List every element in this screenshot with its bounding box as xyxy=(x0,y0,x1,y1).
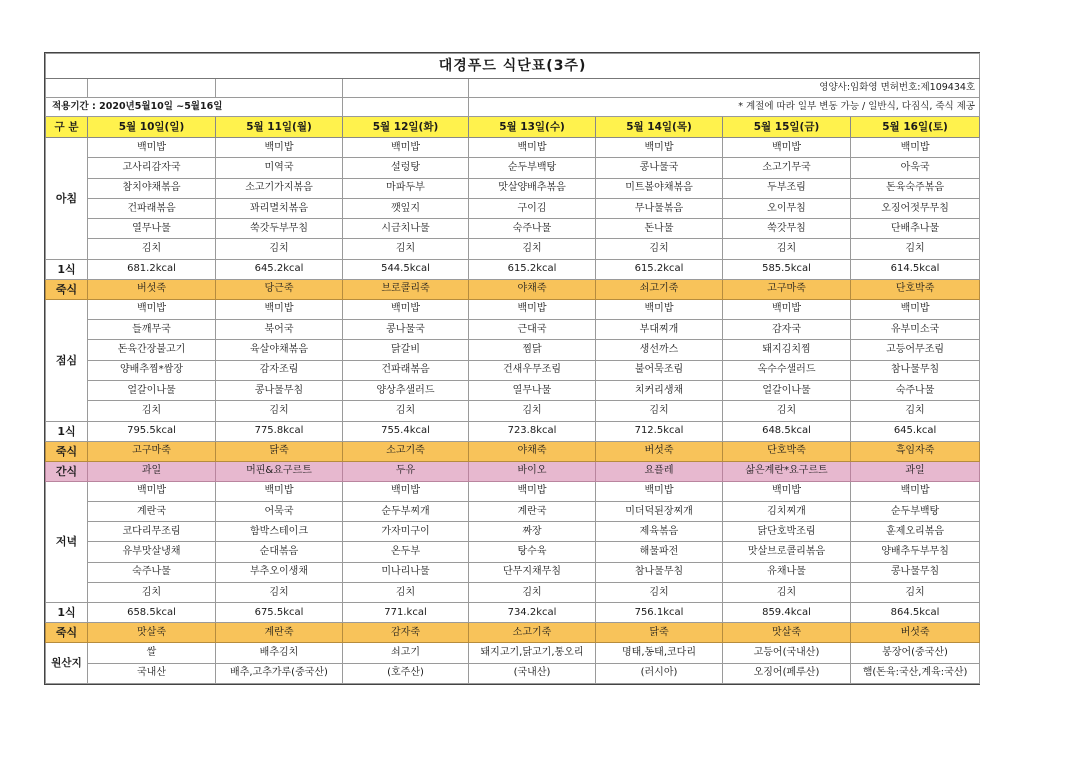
menu-item: 소고기무국 xyxy=(723,158,851,178)
lunch-row xyxy=(46,299,980,319)
breakfast-row xyxy=(46,239,980,259)
porridge-item: 닭죽 xyxy=(596,623,723,643)
menu-item: 백미밥 xyxy=(851,481,980,501)
menu-item: 백미밥 xyxy=(723,138,851,158)
menu-item: 건파래볶음 xyxy=(343,360,469,380)
breakfast-row xyxy=(46,178,980,198)
menu-item: 백미밥 xyxy=(469,138,596,158)
menu-item: 깻잎지 xyxy=(343,198,469,218)
breakfast-kcal-row xyxy=(46,259,980,279)
menu-item: 유부미소국 xyxy=(851,320,980,340)
menu-item: 건새우무조림 xyxy=(469,360,596,380)
menu-item: 근대국 xyxy=(469,320,596,340)
menu-item: 백미밥 xyxy=(596,138,723,158)
menu-item: 김치 xyxy=(851,239,980,259)
lunch-kcal-row xyxy=(46,421,980,441)
kcal-value: 755.4kcal xyxy=(343,421,469,441)
kcal-value: 681.2kcal xyxy=(88,259,216,279)
kcal-value: 614.5kcal xyxy=(851,259,980,279)
menu-item: 미나리나물 xyxy=(343,562,469,582)
menu-item: 옥수수샐러드 xyxy=(723,360,851,380)
menu-item: 김치 xyxy=(216,583,343,603)
menu-item: 순대볶음 xyxy=(216,542,343,562)
porridge-item: 계란죽 xyxy=(216,623,343,643)
menu-item: 백미밥 xyxy=(343,299,469,319)
menu-item: 양상추샐러드 xyxy=(343,380,469,400)
dietitian-info: 영양사:임화영 면허번호:제109434호 xyxy=(469,79,980,98)
menu-item: 백미밥 xyxy=(343,481,469,501)
snack-item: 과일 xyxy=(88,461,216,481)
info-spacer xyxy=(343,98,469,117)
day-header: 5월 15일(금) xyxy=(723,117,851,138)
menu-item: 양배추찜*쌈장 xyxy=(88,360,216,380)
menu-item: 육살야채볶음 xyxy=(216,340,343,360)
snack-item: 삶은계란*요구르트 xyxy=(723,461,851,481)
menu-item: 찜닭 xyxy=(469,340,596,360)
menu-item: 열무나물 xyxy=(88,219,216,239)
menu-item: 감자조림 xyxy=(216,360,343,380)
menu-item: 백미밥 xyxy=(216,299,343,319)
menu-item: 순두부백탕 xyxy=(851,501,980,521)
menu-item: 미트볼야채볶음 xyxy=(596,178,723,198)
kcal-label: 1식 xyxy=(46,603,88,623)
menu-item: 참치야채볶음 xyxy=(88,178,216,198)
snack-row xyxy=(46,461,980,481)
snack-label: 간식 xyxy=(46,461,88,481)
breakfast-row xyxy=(46,219,980,239)
menu-item: 김치 xyxy=(88,239,216,259)
breakfast-label: 아침 xyxy=(46,138,88,260)
snack-item: 머핀&요구르트 xyxy=(216,461,343,481)
menu-item: 어묵국 xyxy=(216,501,343,521)
dinner-row xyxy=(46,522,980,542)
menu-item: 김치 xyxy=(88,583,216,603)
menu-item: 백미밥 xyxy=(851,138,980,158)
menu-item: 고등어무조림 xyxy=(851,340,980,360)
origin-item: 오징어(페루산) xyxy=(723,663,851,683)
breakfast-row xyxy=(46,158,980,178)
menu-item: 함박스테이크 xyxy=(216,522,343,542)
menu-item: 짜장 xyxy=(469,522,596,542)
menu-item: 백미밥 xyxy=(469,481,596,501)
porridge-item: 당근죽 xyxy=(216,279,343,299)
menu-item: 김치 xyxy=(723,401,851,421)
menu-item: 계란국 xyxy=(469,501,596,521)
kcal-value: 675.5kcal xyxy=(216,603,343,623)
kcal-value: 712.5kcal xyxy=(596,421,723,441)
snack-item: 두유 xyxy=(343,461,469,481)
menu-item: 얼갈이나물 xyxy=(88,380,216,400)
kcal-value: 615.2kcal xyxy=(469,259,596,279)
menu-item: 김치 xyxy=(596,401,723,421)
menu-item: 참나물무침 xyxy=(596,562,723,582)
origin-item: (국내산) xyxy=(469,663,596,683)
menu-item: 고사리감자국 xyxy=(88,158,216,178)
kcal-value: 658.5kcal xyxy=(88,603,216,623)
menu-item: 제육볶음 xyxy=(596,522,723,542)
menu-item: 김치찌개 xyxy=(723,501,851,521)
menu-item: 꽈리멸치볶음 xyxy=(216,198,343,218)
kcal-value: 645.kcal xyxy=(851,421,980,441)
kcal-value: 615.2kcal xyxy=(596,259,723,279)
menu-item: 숙주나물 xyxy=(88,562,216,582)
kcal-value: 859.4kcal xyxy=(723,603,851,623)
menu-item: 소고기가지볶음 xyxy=(216,178,343,198)
dinner-row xyxy=(46,562,980,582)
menu-item: 순두부백탕 xyxy=(469,158,596,178)
origin-item: 돼지고기,닭고기,통오리 xyxy=(469,643,596,663)
menu-item: 미역국 xyxy=(216,158,343,178)
breakfast-porridge-row xyxy=(46,279,980,299)
lunch-label: 점심 xyxy=(46,299,88,421)
menu-item: 탕수육 xyxy=(469,542,596,562)
info-spacer xyxy=(343,79,469,98)
menu-item: 순두부찌개 xyxy=(343,501,469,521)
menu-table xyxy=(45,53,980,684)
kcal-value: 585.5kcal xyxy=(723,259,851,279)
origin-item: 햄(돈육:국산,계육:국산) xyxy=(851,663,980,683)
notice-text: * 계절에 따라 일부 변동 가능 / 일반식, 다짐식, 죽식 제공 xyxy=(469,98,980,117)
menu-item: 시금치나물 xyxy=(343,219,469,239)
dinner-row xyxy=(46,583,980,603)
kcal-label: 1식 xyxy=(46,421,88,441)
porridge-item: 감자죽 xyxy=(343,623,469,643)
dinner-row xyxy=(46,501,980,521)
day-header: 5월 16일(토) xyxy=(851,117,980,138)
lunch-row xyxy=(46,320,980,340)
menu-item: 백미밥 xyxy=(723,481,851,501)
menu-item: 김치 xyxy=(469,239,596,259)
snack-item: 바이오 xyxy=(469,461,596,481)
menu-item: 치커리생채 xyxy=(596,380,723,400)
menu-item: 백미밥 xyxy=(596,481,723,501)
lunch-row xyxy=(46,380,980,400)
menu-item: 콩나물국 xyxy=(596,158,723,178)
snack-item: 요플레 xyxy=(596,461,723,481)
menu-item: 맛살브로콜리볶음 xyxy=(723,542,851,562)
menu-item: 유부맛살냉채 xyxy=(88,542,216,562)
menu-item: 백미밥 xyxy=(88,481,216,501)
lunch-row xyxy=(46,340,980,360)
origin-item: (호주산) xyxy=(343,663,469,683)
menu-item: 김치 xyxy=(851,583,980,603)
porridge-item: 야채죽 xyxy=(469,279,596,299)
menu-item: 불어묵조림 xyxy=(596,360,723,380)
origin-row xyxy=(46,643,980,663)
menu-item: 김치 xyxy=(216,401,343,421)
porridge-item: 맛살죽 xyxy=(723,623,851,643)
menu-item: 김치 xyxy=(469,401,596,421)
header-label: 구 분 xyxy=(46,117,88,138)
menu-item: 무나물볶음 xyxy=(596,198,723,218)
menu-item: 마파두부 xyxy=(343,178,469,198)
origin-item: 쌀 xyxy=(88,643,216,663)
menu-item: 참나물무침 xyxy=(851,360,980,380)
menu-item: 백미밥 xyxy=(596,299,723,319)
dinner-row xyxy=(46,542,980,562)
porridge-item: 쇠고기죽 xyxy=(596,279,723,299)
lunch-row xyxy=(46,401,980,421)
origin-item: 봉장어(중국산) xyxy=(851,643,980,663)
kcal-value: 864.5kcal xyxy=(851,603,980,623)
menu-item: 김치 xyxy=(851,401,980,421)
porridge-item: 닭죽 xyxy=(216,441,343,461)
porridge-item: 맛살죽 xyxy=(88,623,216,643)
menu-item: 백미밥 xyxy=(851,299,980,319)
dinner-porridge-row xyxy=(46,623,980,643)
menu-item: 백미밥 xyxy=(723,299,851,319)
menu-item: 숙주나물 xyxy=(469,219,596,239)
menu-sheet xyxy=(44,52,980,685)
breakfast-row xyxy=(46,138,980,158)
menu-item: 김치 xyxy=(469,583,596,603)
menu-item: 돈육간장불고기 xyxy=(88,340,216,360)
lunch-porridge-row xyxy=(46,441,980,461)
menu-item: 양배추두부무침 xyxy=(851,542,980,562)
menu-item: 김치 xyxy=(343,401,469,421)
menu-item: 가자미구이 xyxy=(343,522,469,542)
menu-item: 백미밥 xyxy=(88,299,216,319)
menu-item: 김치 xyxy=(596,239,723,259)
menu-item: 돈육숙주볶음 xyxy=(851,178,980,198)
kcal-value: 645.2kcal xyxy=(216,259,343,279)
kcal-value: 723.8kcal xyxy=(469,421,596,441)
menu-item: 김치 xyxy=(723,583,851,603)
porridge-label: 죽식 xyxy=(46,623,88,643)
menu-item: 아욱국 xyxy=(851,158,980,178)
menu-item: 김치 xyxy=(88,401,216,421)
menu-item: 구이김 xyxy=(469,198,596,218)
menu-item: 감자국 xyxy=(723,320,851,340)
menu-item: 맛살양배추볶음 xyxy=(469,178,596,198)
kcal-value: 544.5kcal xyxy=(343,259,469,279)
kcal-label: 1식 xyxy=(46,259,88,279)
menu-item: 계란국 xyxy=(88,501,216,521)
menu-item: 단배추나물 xyxy=(851,219,980,239)
day-header: 5월 10일(일) xyxy=(88,117,216,138)
snack-item: 과일 xyxy=(851,461,980,481)
menu-item: 숙주나물 xyxy=(851,380,980,400)
kcal-value: 648.5kcal xyxy=(723,421,851,441)
menu-item: 닭단호박조림 xyxy=(723,522,851,542)
porridge-item: 브로콜리죽 xyxy=(343,279,469,299)
page-title: 대경푸드 식단표(3주) xyxy=(46,54,980,79)
origin-item: 고등어(국내산) xyxy=(723,643,851,663)
porridge-item: 소고기죽 xyxy=(469,623,596,643)
menu-item: 열무나물 xyxy=(469,380,596,400)
porridge-item: 단호박죽 xyxy=(723,441,851,461)
day-header: 5월 14일(목) xyxy=(596,117,723,138)
kcal-value: 795.5kcal xyxy=(88,421,216,441)
day-header: 5월 12일(화) xyxy=(343,117,469,138)
menu-item: 부대찌개 xyxy=(596,320,723,340)
menu-item: 콩나물무침 xyxy=(851,562,980,582)
menu-item: 얼갈이나물 xyxy=(723,380,851,400)
menu-item: 설렁탕 xyxy=(343,158,469,178)
origin-item: (러시아) xyxy=(596,663,723,683)
kcal-value: 775.8kcal xyxy=(216,421,343,441)
menu-item: 건파래볶음 xyxy=(88,198,216,218)
menu-item: 단무지채무침 xyxy=(469,562,596,582)
kcal-value: 756.1kcal xyxy=(596,603,723,623)
menu-item: 북어국 xyxy=(216,320,343,340)
origin-row xyxy=(46,663,980,683)
porridge-item: 고구마죽 xyxy=(88,441,216,461)
origin-item: 배추,고추가루(중국산) xyxy=(216,663,343,683)
menu-item: 훈제오리볶음 xyxy=(851,522,980,542)
porridge-item: 버섯죽 xyxy=(88,279,216,299)
info-spacer xyxy=(88,79,216,98)
porridge-item: 버섯죽 xyxy=(851,623,980,643)
origin-item: 배추김치 xyxy=(216,643,343,663)
porridge-item: 버섯죽 xyxy=(596,441,723,461)
menu-item: 백미밥 xyxy=(216,481,343,501)
dinner-row xyxy=(46,481,980,501)
day-header: 5월 11일(월) xyxy=(216,117,343,138)
day-header: 5월 13일(수) xyxy=(469,117,596,138)
breakfast-row xyxy=(46,198,980,218)
menu-item: 콩나물무침 xyxy=(216,380,343,400)
porridge-label: 죽식 xyxy=(46,441,88,461)
dinner-label: 저녁 xyxy=(46,481,88,603)
menu-item: 돼지김치찜 xyxy=(723,340,851,360)
porridge-item: 소고기죽 xyxy=(343,441,469,461)
kcal-value: 771.kcal xyxy=(343,603,469,623)
menu-item: 김치 xyxy=(723,239,851,259)
menu-item: 두부조림 xyxy=(723,178,851,198)
menu-item: 코다리무조림 xyxy=(88,522,216,542)
menu-item: 온두부 xyxy=(343,542,469,562)
menu-item: 유채나물 xyxy=(723,562,851,582)
origin-item: 쇠고기 xyxy=(343,643,469,663)
menu-item: 해물파전 xyxy=(596,542,723,562)
porridge-item: 야채죽 xyxy=(469,441,596,461)
menu-item: 김치 xyxy=(216,239,343,259)
menu-item: 생선까스 xyxy=(596,340,723,360)
origin-item: 국내산 xyxy=(88,663,216,683)
menu-item: 백미밥 xyxy=(469,299,596,319)
menu-item: 돈나물 xyxy=(596,219,723,239)
menu-item: 김치 xyxy=(343,583,469,603)
menu-item: 백미밥 xyxy=(343,138,469,158)
porridge-label: 죽식 xyxy=(46,279,88,299)
menu-item: 쑥갓무침 xyxy=(723,219,851,239)
menu-item: 김치 xyxy=(596,583,723,603)
origin-label: 원산지 xyxy=(46,643,88,684)
porridge-item: 단호박죽 xyxy=(851,279,980,299)
header-row xyxy=(46,117,980,138)
info-spacer xyxy=(216,79,343,98)
menu-item: 쑥갓두부무침 xyxy=(216,219,343,239)
porridge-item: 고구마죽 xyxy=(723,279,851,299)
menu-item: 오이무침 xyxy=(723,198,851,218)
menu-item: 백미밥 xyxy=(88,138,216,158)
menu-item: 콩나물국 xyxy=(343,320,469,340)
menu-item: 오징어젓무무침 xyxy=(851,198,980,218)
menu-item: 들깨무국 xyxy=(88,320,216,340)
kcal-value: 734.2kcal xyxy=(469,603,596,623)
origin-item: 명태,동태,코다리 xyxy=(596,643,723,663)
info-spacer xyxy=(46,79,88,98)
menu-item: 닭갈비 xyxy=(343,340,469,360)
menu-item: 백미밥 xyxy=(216,138,343,158)
menu-item: 부추오이생채 xyxy=(216,562,343,582)
period-label: 적용기간 : 2020년5월10일 ~5월16일 xyxy=(46,98,343,117)
lunch-row xyxy=(46,360,980,380)
dinner-kcal-row xyxy=(46,603,980,623)
porridge-item: 흑임자죽 xyxy=(851,441,980,461)
menu-item: 미더덕된장찌개 xyxy=(596,501,723,521)
menu-item: 김치 xyxy=(343,239,469,259)
